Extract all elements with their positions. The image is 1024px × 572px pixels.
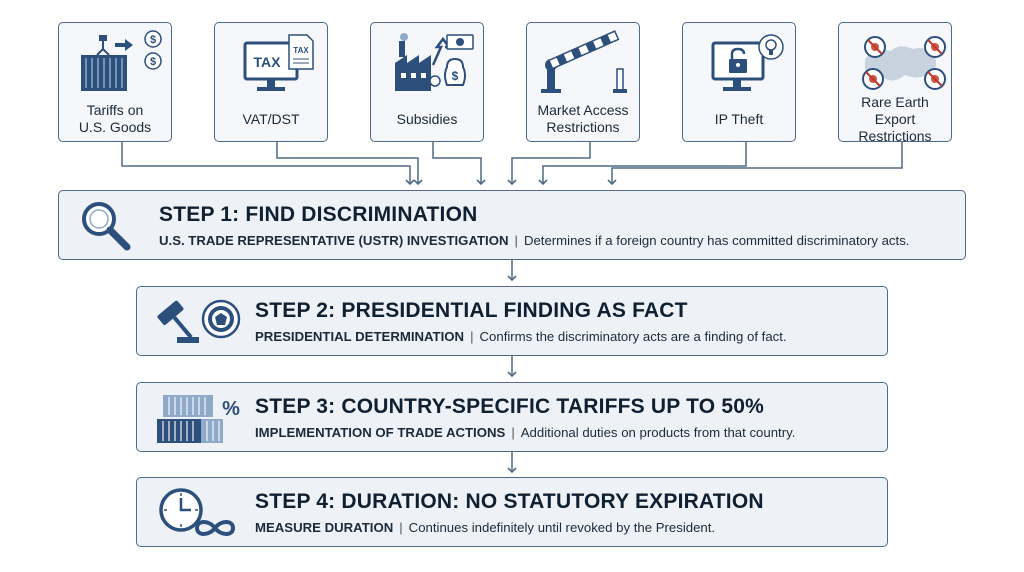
input-label: Market Access Restrictions [537, 102, 629, 135]
clock-infinity-icon [153, 484, 243, 542]
svg-text:$: $ [149, 34, 157, 46]
svg-text:TAX: TAX [253, 54, 281, 70]
input-label: Rare Earth Export Restrictions [858, 93, 932, 144]
input-card-subsidies [370, 22, 484, 142]
step-subtitle [255, 520, 715, 535]
separator: | [470, 329, 474, 344]
separator: | [399, 520, 403, 535]
input-card-market-access [526, 22, 640, 142]
step-subhead: U.S. TRADE REPRESENTATIVE (USTR) INVESTIGATION [159, 233, 509, 248]
connector-subsidies [433, 142, 481, 184]
input-label: Subsidies [396, 110, 458, 127]
connector-rare-earth [612, 142, 902, 184]
barrier-gate-icon [527, 29, 641, 99]
step-title: STEP 3: COUNTRY-SPECIFIC TARIFFS UP TO 50% [255, 395, 764, 418]
step-description: Continues indefinitely until revoked by the President. [408, 520, 716, 535]
step-subtitle [159, 233, 909, 248]
input-card-tariffs [58, 22, 172, 142]
step-3-box [136, 382, 888, 452]
containers-percent-icon [151, 389, 247, 447]
step-subhead: IMPLEMENTATION OF TRADE ACTIONS [255, 425, 506, 440]
step-1-box [58, 190, 966, 260]
connector-vat [277, 142, 418, 184]
gavel-seal-icon [147, 293, 247, 349]
step-2-box [136, 286, 888, 356]
svg-text:$: $ [451, 69, 459, 83]
input-card-rare-earth [838, 22, 952, 142]
step-subhead: PRESIDENTIAL DETERMINATION [255, 329, 465, 344]
step-title: STEP 2: PRESIDENTIAL FINDING AS FACT [255, 299, 688, 322]
prohibited-map-icon [839, 29, 953, 99]
svg-text:%: % [222, 398, 240, 420]
magnifier-icon [77, 197, 133, 253]
connector-tariffs [122, 142, 410, 184]
container-crane-icon [59, 29, 173, 99]
svg-text:TAX: TAX [293, 46, 309, 55]
separator: | [511, 425, 515, 440]
step-description: Confirms the discriminatory acts are a finding of fact. [479, 329, 787, 344]
input-label: IP Theft [714, 110, 764, 127]
connector-ip-theft [543, 142, 746, 184]
factory-money-icon [371, 29, 485, 99]
tax-monitor-icon [215, 29, 329, 99]
lock-monitor-icon [683, 29, 797, 99]
svg-text:$: $ [149, 56, 157, 68]
step-description: Determines if a foreign country has committed discriminatory acts. [523, 233, 910, 248]
input-card-vat-dst [214, 22, 328, 142]
input-card-ip-theft [682, 22, 796, 142]
connector-market-access [512, 142, 590, 184]
input-label: VAT/DST [242, 110, 300, 127]
step-subtitle [255, 425, 795, 440]
step-description: Additional duties on products from that country. [520, 425, 796, 440]
step-subtitle [255, 329, 787, 344]
input-label: Tariffs on U.S. Goods [78, 102, 152, 135]
step-title: STEP 4: DURATION: NO STATUTORY EXPIRATION [255, 490, 764, 513]
step-title: STEP 1: FIND DISCRIMINATION [159, 203, 478, 226]
step-4-box [136, 477, 888, 547]
step-subhead: MEASURE DURATION [255, 520, 394, 535]
separator: | [514, 233, 518, 248]
